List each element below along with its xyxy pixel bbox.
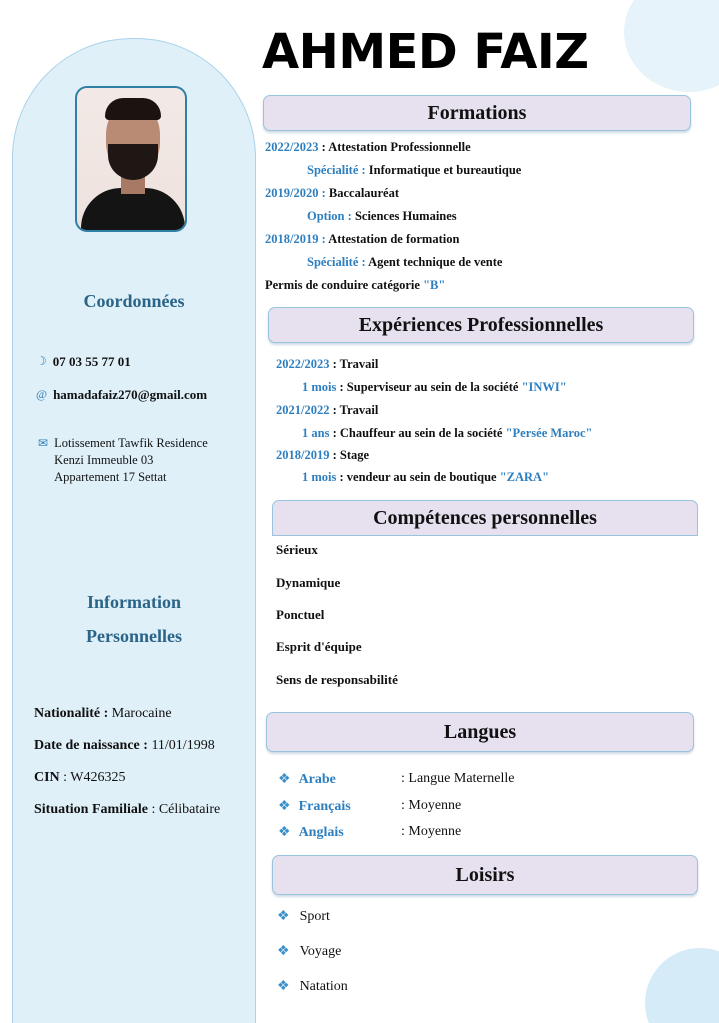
email-address: hamadafaiz270@gmail.com — [53, 387, 208, 402]
address-line: Appartement 17 Settat — [54, 470, 167, 484]
formation-line: Spécialité : Informatique et bureautique — [307, 163, 522, 177]
hobby-item: ❖ Sport — [277, 909, 330, 924]
moon-phone-icon: ☽ — [36, 354, 47, 368]
experiences-header: Expériences Professionnelles — [268, 307, 694, 343]
hobby-item: ❖ Voyage — [277, 944, 342, 959]
diamond-bullet-icon: ❖ — [277, 944, 290, 959]
driving-license-line: Permis de conduire catégorie "B" — [265, 278, 446, 292]
decorative-circle-bottom — [645, 948, 719, 1023]
info-title-line-1: Information — [87, 592, 181, 612]
decorative-circle-top — [624, 0, 719, 92]
formation-line: 2018/2019 : Attestation de formation — [265, 232, 460, 246]
competence-item: Esprit d'équipe — [276, 639, 362, 654]
diamond-bullet-icon: ❖ — [277, 979, 290, 994]
experience-line: 2018/2019 : Stage — [276, 448, 370, 462]
at-icon: @ — [36, 387, 48, 401]
hobby-item: ❖ Natation — [277, 979, 348, 994]
experience-line: 1 mois : vendeur au sein de boutique "ZARA" — [302, 470, 550, 484]
coordonnees-title: Coordonnées — [83, 291, 185, 311]
marital-status-row: Situation Familiale : Célibataire — [34, 802, 221, 817]
birthdate-row: Date de naissance : 11/01/1998 — [34, 738, 215, 753]
formation-line: 2022/2023 : Attestation Professionnelle — [265, 140, 471, 154]
address — [54, 435, 208, 486]
langues-header: Langues — [266, 712, 694, 752]
language-item: ❖ Arabe : Langue Maternelle — [278, 771, 515, 787]
experience-line: 1 mois : Superviseur au sein de la société "INWI" — [302, 380, 567, 394]
competence-item: Dynamique — [276, 575, 341, 590]
formation-line: Option : Sciences Humaines — [307, 209, 457, 223]
address-row — [38, 435, 208, 486]
formation-line: 2019/2020 : Baccalauréat — [265, 186, 400, 200]
competence-item: Sérieux — [276, 542, 318, 557]
diamond-bullet-icon: ❖ — [278, 825, 291, 840]
diamond-bullet-icon: ❖ — [278, 799, 291, 814]
info-title-line-2: Personnelles — [86, 626, 182, 646]
address-line: Kenzi Immeuble 03 — [54, 453, 154, 467]
competence-item: Ponctuel — [276, 607, 325, 622]
phone-number: 07 03 55 77 01 — [52, 354, 131, 369]
email-row — [36, 386, 207, 403]
experience-line: 1 ans : Chauffeur au sein de la société "Persée Maroc" — [302, 426, 593, 440]
formation-line: Spécialité : Agent technique de vente — [307, 255, 503, 269]
diamond-bullet-icon: ❖ — [278, 772, 291, 787]
language-item: ❖ Anglais : Moyenne — [278, 824, 462, 840]
experience-line: 2022/2023 : Travail — [276, 357, 379, 371]
nationality-row: Nationalité : Marocaine — [34, 706, 172, 721]
experience-line: 2021/2022 : Travail — [276, 403, 379, 417]
loisirs-header: Loisirs — [272, 855, 698, 895]
cin-row: CIN : W426325 — [34, 770, 126, 785]
phone-row — [36, 353, 131, 370]
diamond-bullet-icon: ❖ — [277, 909, 290, 924]
envelope-icon: ✉ — [38, 436, 49, 450]
profile-photo — [75, 86, 187, 232]
formations-header: Formations — [263, 95, 691, 131]
candidate-name: AHMED FAIZ — [262, 24, 589, 80]
competences-header: Compétences personnelles — [272, 500, 698, 536]
language-item: ❖ Français : Moyenne — [278, 798, 462, 814]
competence-item: Sens de responsabilité — [276, 672, 398, 687]
address-line: Lotissement Tawfik Residence — [54, 436, 208, 450]
